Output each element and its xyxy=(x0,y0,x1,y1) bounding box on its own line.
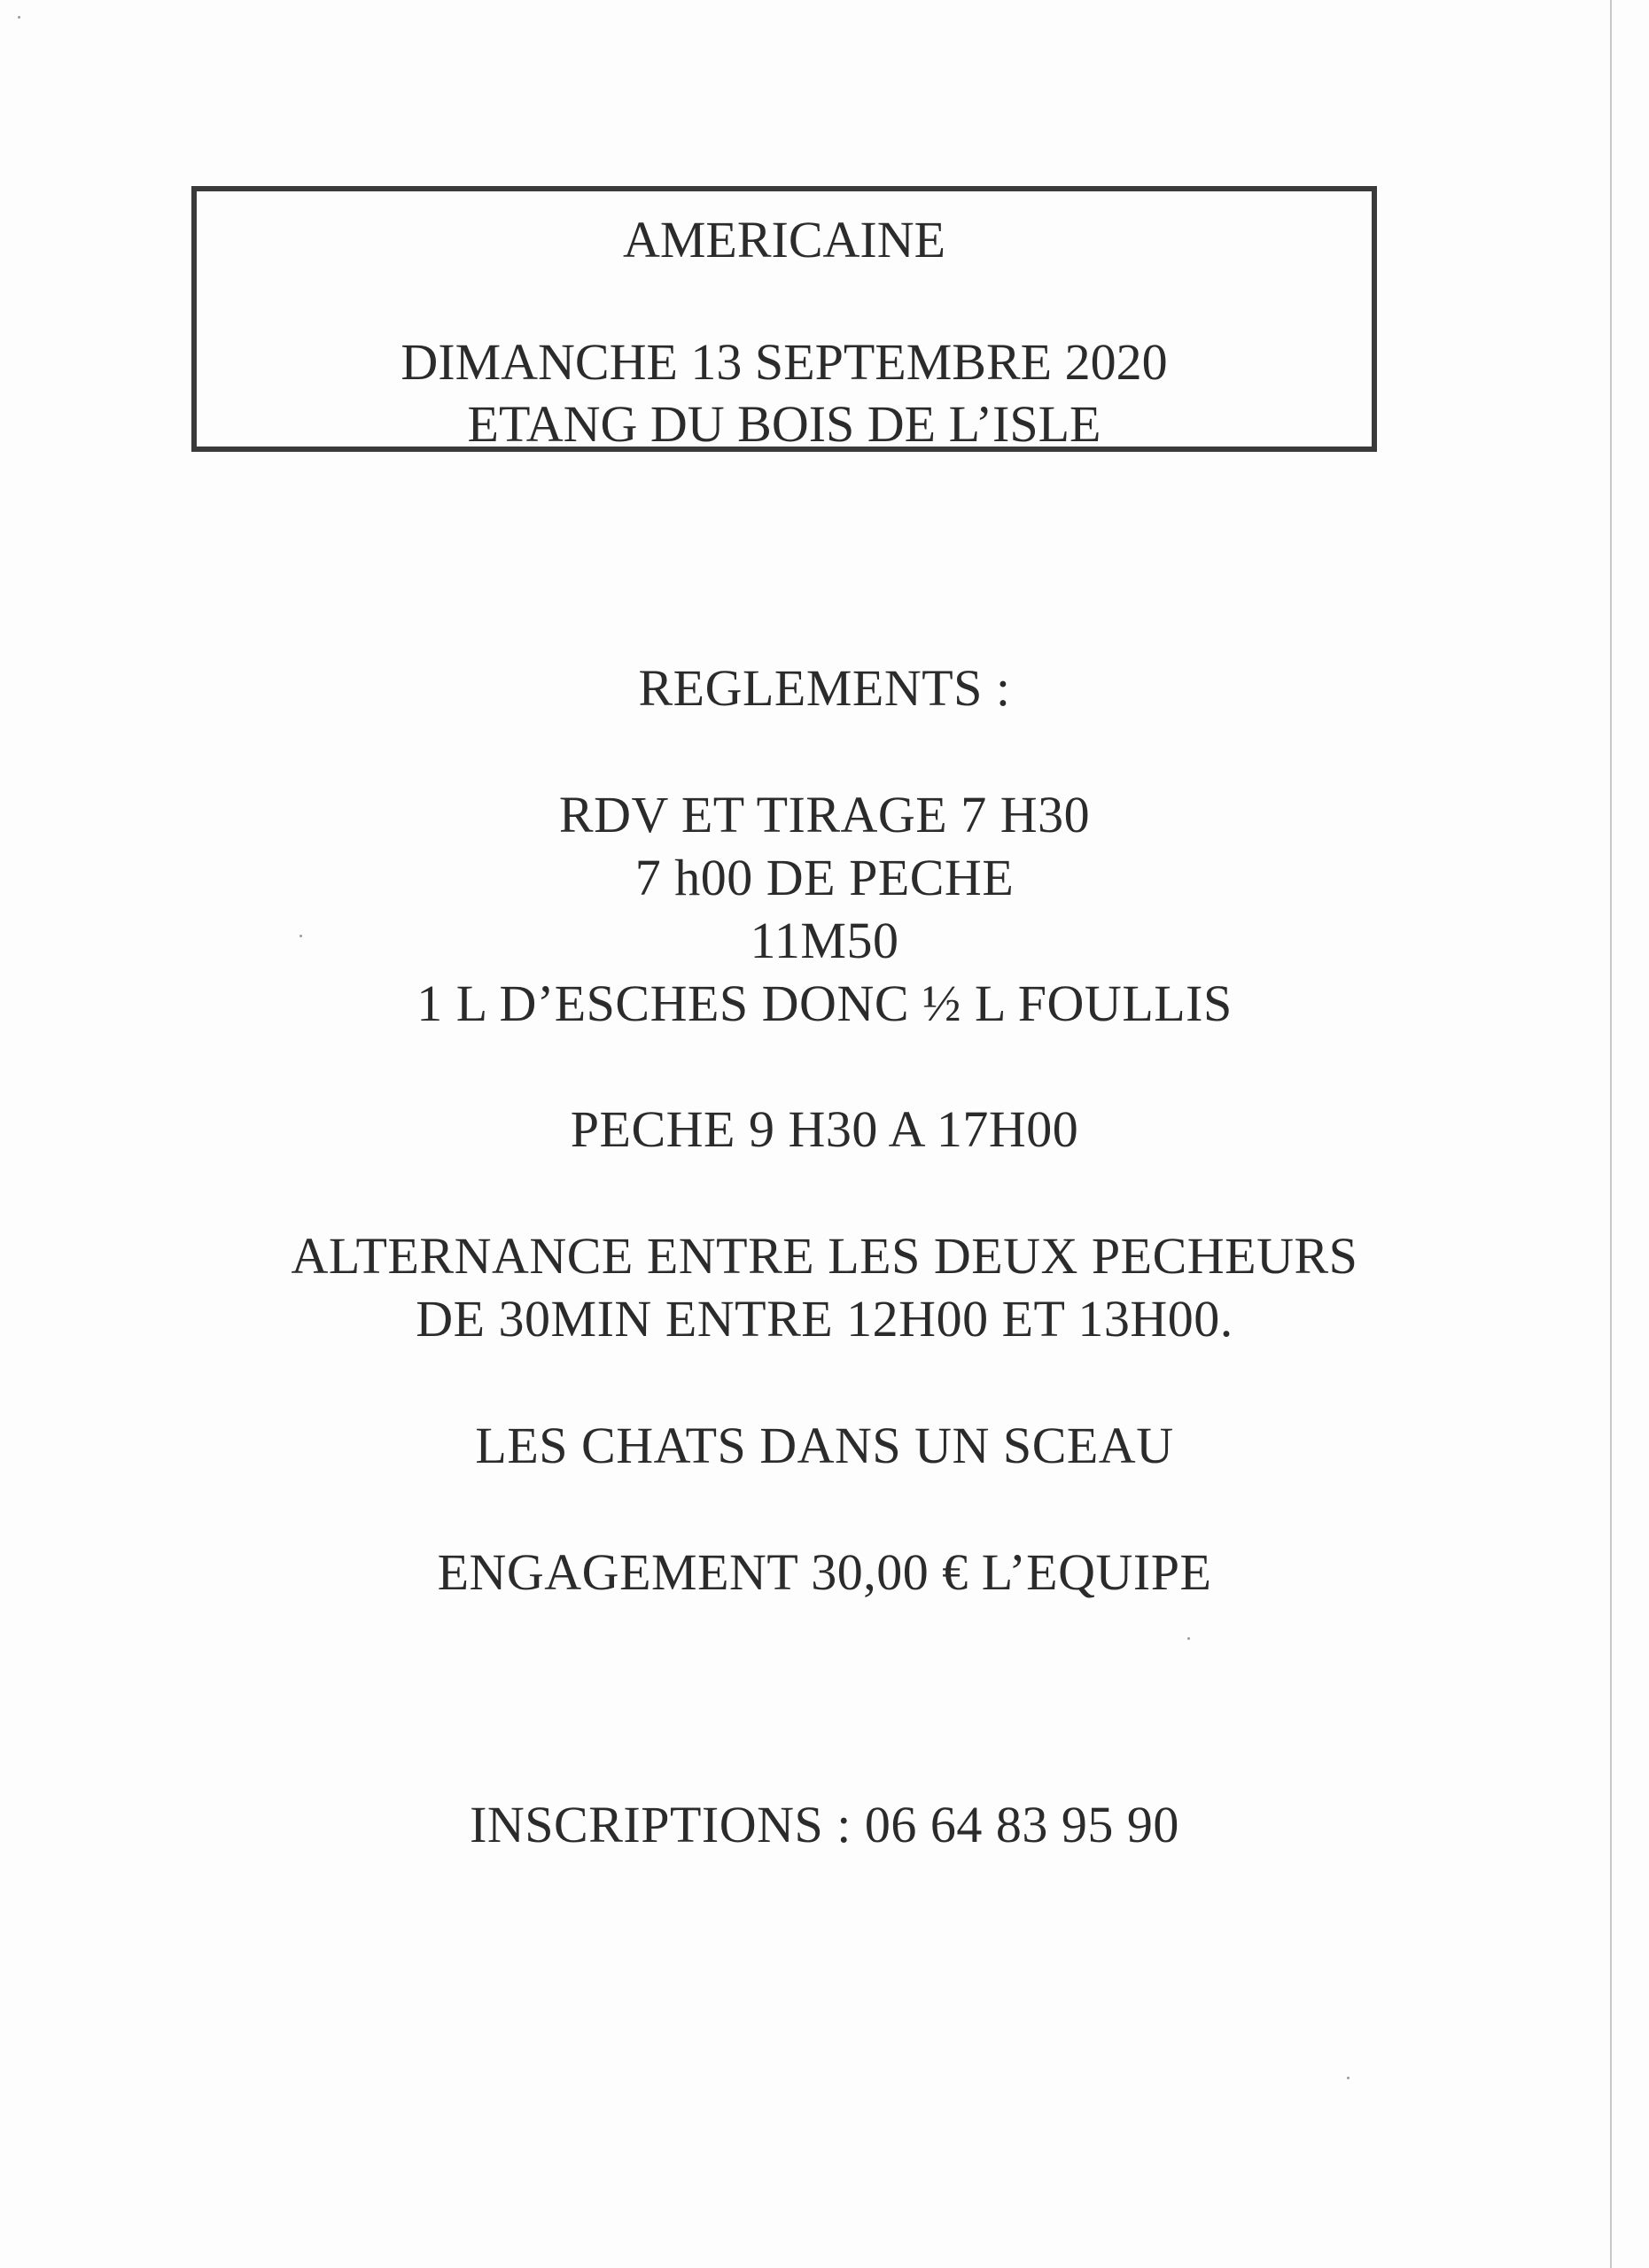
event-date: DIMANCHE 13 SEPTEMBRE 2020 xyxy=(401,333,1168,391)
header-box xyxy=(191,186,1377,452)
event-location: ETANG DU BOIS DE L’ISLE xyxy=(467,395,1101,453)
registration-phone: INSCRIPTIONS : 06 64 83 95 90 xyxy=(470,1796,1179,1853)
rule-bait: 1 L D’ESCHES DONC ½ L FOULLIS xyxy=(416,975,1233,1032)
scan-speck xyxy=(1347,2077,1350,2079)
rule-alternation-line2: DE 30MIN ENTRE 12H00 ET 13H00. xyxy=(416,1290,1233,1348)
scan-speck xyxy=(1187,1637,1190,1640)
rule-alternation-line1: ALTERNANCE ENTRE LES DEUX PECHEURS xyxy=(291,1227,1358,1285)
rule-catfish: LES CHATS DANS UN SCEAU xyxy=(475,1417,1174,1474)
scan-speck xyxy=(18,16,20,19)
event-title: AMERICAINE xyxy=(622,211,946,268)
rule-meeting: RDV ET TIRAGE 7 H30 xyxy=(558,786,1091,843)
rule-fishing-hours: PECHE 9 H30 A 17H00 xyxy=(570,1100,1079,1158)
rule-fee: ENGAGEMENT 30,00 € L’EQUIPE xyxy=(437,1543,1212,1601)
rule-length: 11M50 xyxy=(750,912,899,969)
rules-heading: REGLEMENTS : xyxy=(638,659,1011,717)
rule-duration: 7 h00 DE PECHE xyxy=(634,849,1015,906)
